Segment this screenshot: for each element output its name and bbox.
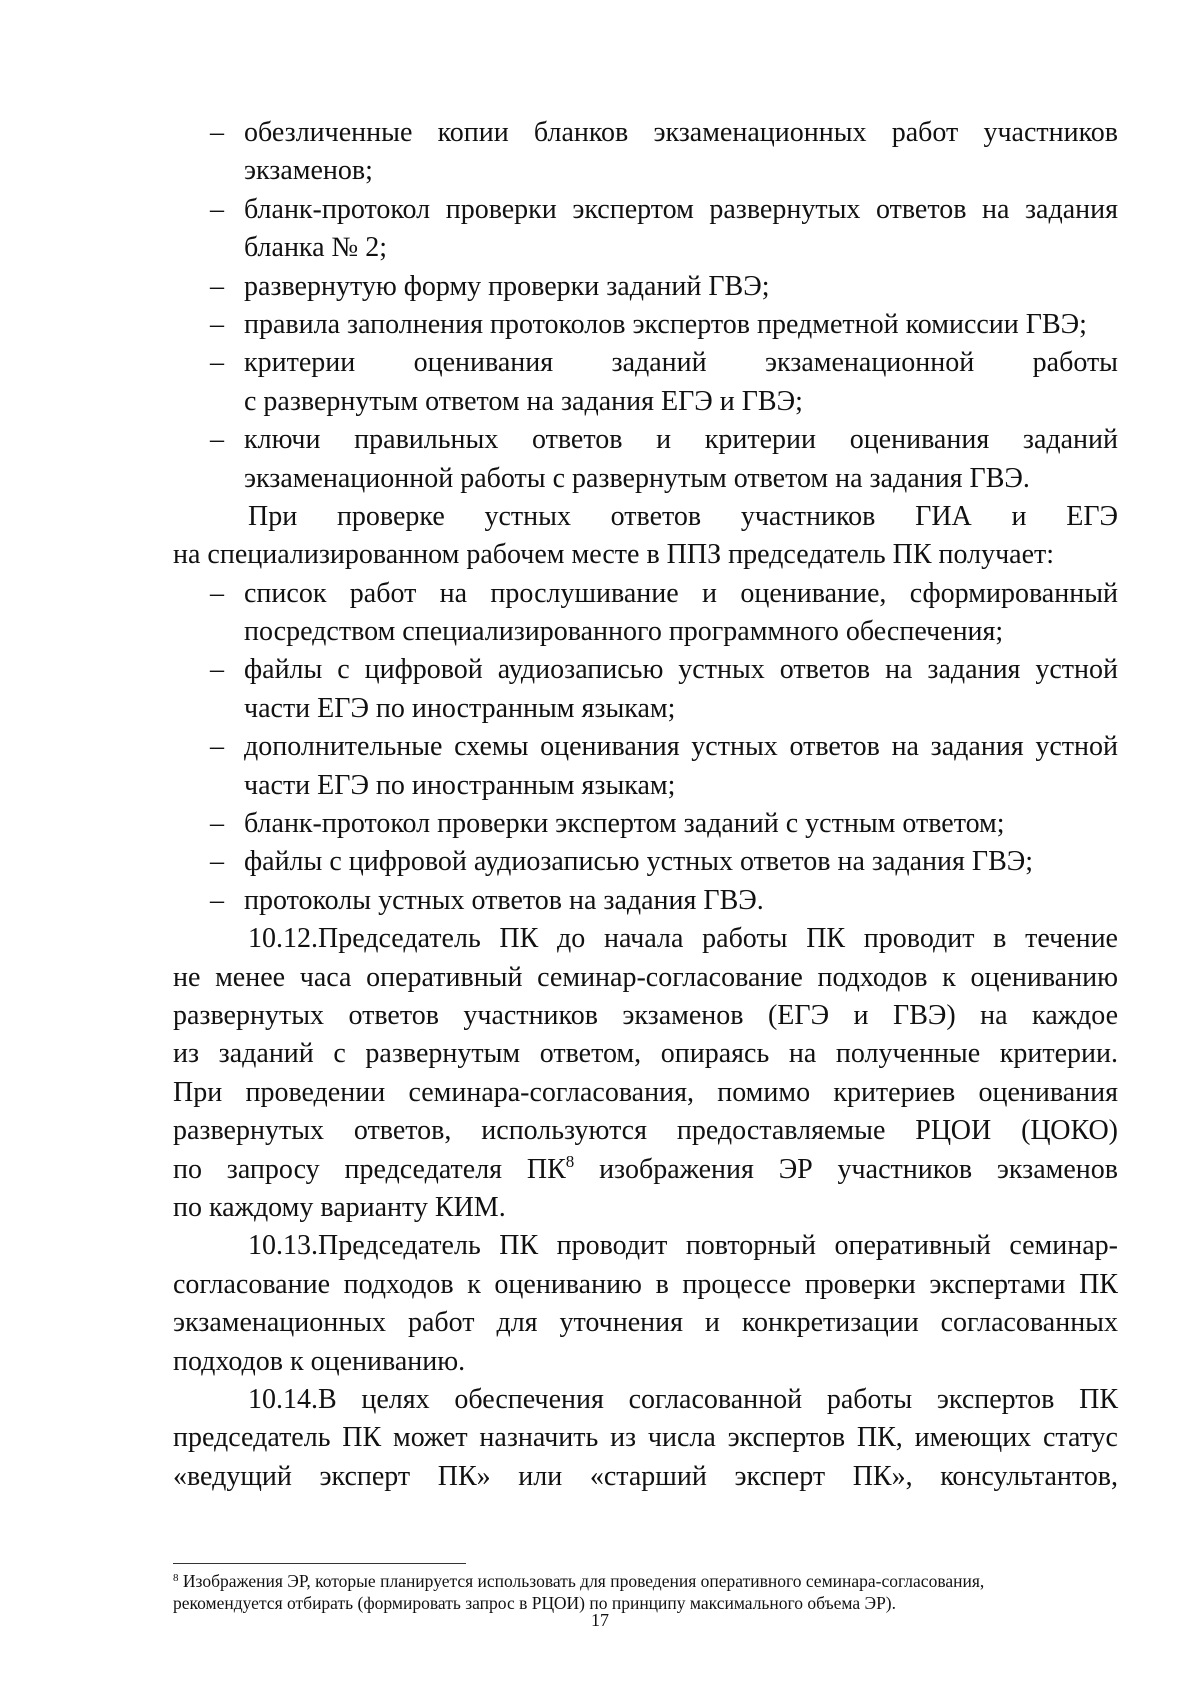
list-item — [173, 575, 1118, 613]
dash-marker: – — [210, 846, 224, 878]
p1014-line: «ведущий эксперт ПК» или «старший эксперт ПК», консультантов, — [173, 1460, 1118, 1492]
footnote-separator — [173, 1563, 466, 1564]
list-item-text: критерии оценивания заданий экзаменационной работы — [244, 347, 1118, 379]
dash-marker: – — [210, 270, 224, 302]
list-item-text: список работ на прослушивание и оценивание, сформированный — [244, 577, 1118, 609]
list-item-continuation: части ЕГЭ по иностранным языкам; — [244, 769, 676, 801]
p1012-line: 10.12.Председатель ПК до начала работы ПК проводит в течение — [248, 923, 1118, 955]
list-item-text: обезличенные копии бланков экзаменационных работ участников — [244, 117, 1118, 148]
list-item-text: развернутую форму проверки заданий ГВЭ; — [244, 270, 770, 302]
paragraph-10-12 — [173, 920, 1118, 1227]
paragraph-oral-second: на специализированном рабочем месте в ППЗ председатель ПК получает: — [173, 539, 1055, 571]
dash-marker: – — [210, 193, 224, 225]
list-item-continuation: с развернутым ответом на задания ЕГЭ и ГВЭ; — [244, 385, 803, 417]
p1012-line: развернутых ответов участников экзаменов (ЕГЭ и ГВЭ) на каждое — [173, 999, 1118, 1031]
dash-marker: – — [210, 654, 224, 686]
list-item-text: правила заполнения протоколов экспертов предметной комиссии ГВЭ; — [244, 308, 1087, 340]
list-item — [173, 306, 1118, 344]
dash-marker: – — [210, 117, 224, 148]
p1013-line: экзаменационных работ для уточнения и конкретизации согласованных — [173, 1307, 1118, 1339]
p1013-line: 10.13.Председатель ПК проводит повторный оперативный семинар- — [248, 1230, 1118, 1262]
materials-list — [173, 114, 1118, 498]
footnote-text: Изображения ЭР, которые планируется использовать для проведения оперативного семинара-согласования, — [178, 1571, 985, 1591]
list-item — [173, 114, 1118, 152]
page-body — [173, 114, 1118, 1496]
dash-marker: – — [210, 308, 224, 340]
p1012-text-after-ref: изображения ЭР участников экзаменов — [574, 1153, 1119, 1185]
p1013-line: подходов к оцениванию. — [173, 1345, 466, 1377]
list-item-text: ключи правильных ответов и критерии оценивания заданий — [244, 424, 1118, 456]
list-item-text: бланк-протокол проверки экспертом заданий с устным ответом; — [244, 808, 1005, 840]
list-item-continuation: части ЕГЭ по иностранным языкам; — [244, 692, 676, 724]
oral-materials-list — [173, 575, 1118, 921]
dash-marker: – — [210, 424, 224, 456]
list-item-continuation: посредством специализированного программного обеспечения; — [244, 616, 1004, 648]
footnote-line — [173, 1570, 1118, 1592]
p1012-line: из заданий с развернутым ответом, опираясь на полученные критерии. — [173, 1038, 1118, 1070]
list-item — [173, 268, 1118, 306]
p1012-text-before-ref: по запросу председателя ПК — [173, 1153, 566, 1185]
paragraph-10-13 — [173, 1227, 1118, 1381]
footnote-reference: 8 — [565, 1151, 575, 1171]
list-item — [173, 421, 1118, 459]
list-item — [173, 651, 1118, 689]
list-item — [173, 882, 1118, 920]
list-item — [173, 843, 1118, 881]
dash-marker: – — [210, 347, 224, 379]
list-item — [173, 805, 1118, 843]
page-number: 17 — [591, 1610, 609, 1630]
list-item-text: дополнительные схемы оценивания устных ответов на задания устной — [244, 731, 1118, 763]
paragraph-oral-first: При проверке устных ответов участников ГИА и ЕГЭ — [248, 500, 1118, 532]
dash-marker: – — [210, 577, 224, 609]
dash-marker: – — [210, 731, 224, 763]
p1012-line: не менее часа оперативный семинар-согласование подходов к оцениванию — [173, 961, 1118, 993]
list-item — [173, 728, 1118, 766]
p1014-line: председатель ПК может назначить из числа экспертов ПК, имеющих статус — [173, 1422, 1118, 1454]
paragraph-10-14 — [173, 1381, 1118, 1496]
p1012-line: При проведении семинара-согласования, помимо критериев оценивания — [173, 1076, 1118, 1108]
list-item — [173, 344, 1118, 382]
footnote-mark: 8 — [173, 1572, 179, 1584]
footnote — [173, 1570, 1118, 1614]
list-item-text: протоколы устных ответов на задания ГВЭ. — [244, 884, 764, 916]
p1012-line: по каждому варианту КИМ. — [173, 1191, 506, 1223]
list-item-continuation: бланка № 2; — [244, 232, 388, 264]
list-item-text: бланк-протокол проверки экспертом развернутых ответов на задания — [244, 193, 1118, 225]
p1014-line: 10.14.В целях обеспечения согласованной работы экспертов ПК — [248, 1383, 1118, 1415]
list-item-continuation: экзаменов; — [244, 155, 373, 187]
p1012-line: развернутых ответов, используются предоставляемые РЦОИ (ЦОКО) — [173, 1115, 1118, 1147]
list-item-text: файлы с цифровой аудиозаписью устных ответов на задания устной — [244, 654, 1118, 686]
dash-marker: – — [210, 808, 224, 840]
p1013-line: согласование подходов к оцениванию в процессе проверки экспертами ПК — [173, 1268, 1118, 1300]
footnote-line: рекомендуется отбирать (формировать запрос в РЦОИ) по принципу максимального объема ЭР). — [173, 1593, 897, 1613]
list-item-continuation: экзаменационной работы с развернутым ответом на задания ГВЭ. — [244, 462, 1030, 494]
list-item-text: файлы с цифровой аудиозаписью устных ответов на задания ГВЭ; — [244, 846, 1034, 878]
dash-marker: – — [210, 884, 224, 916]
list-item — [173, 191, 1118, 229]
p1012-line-with-footnote — [173, 1151, 1118, 1189]
